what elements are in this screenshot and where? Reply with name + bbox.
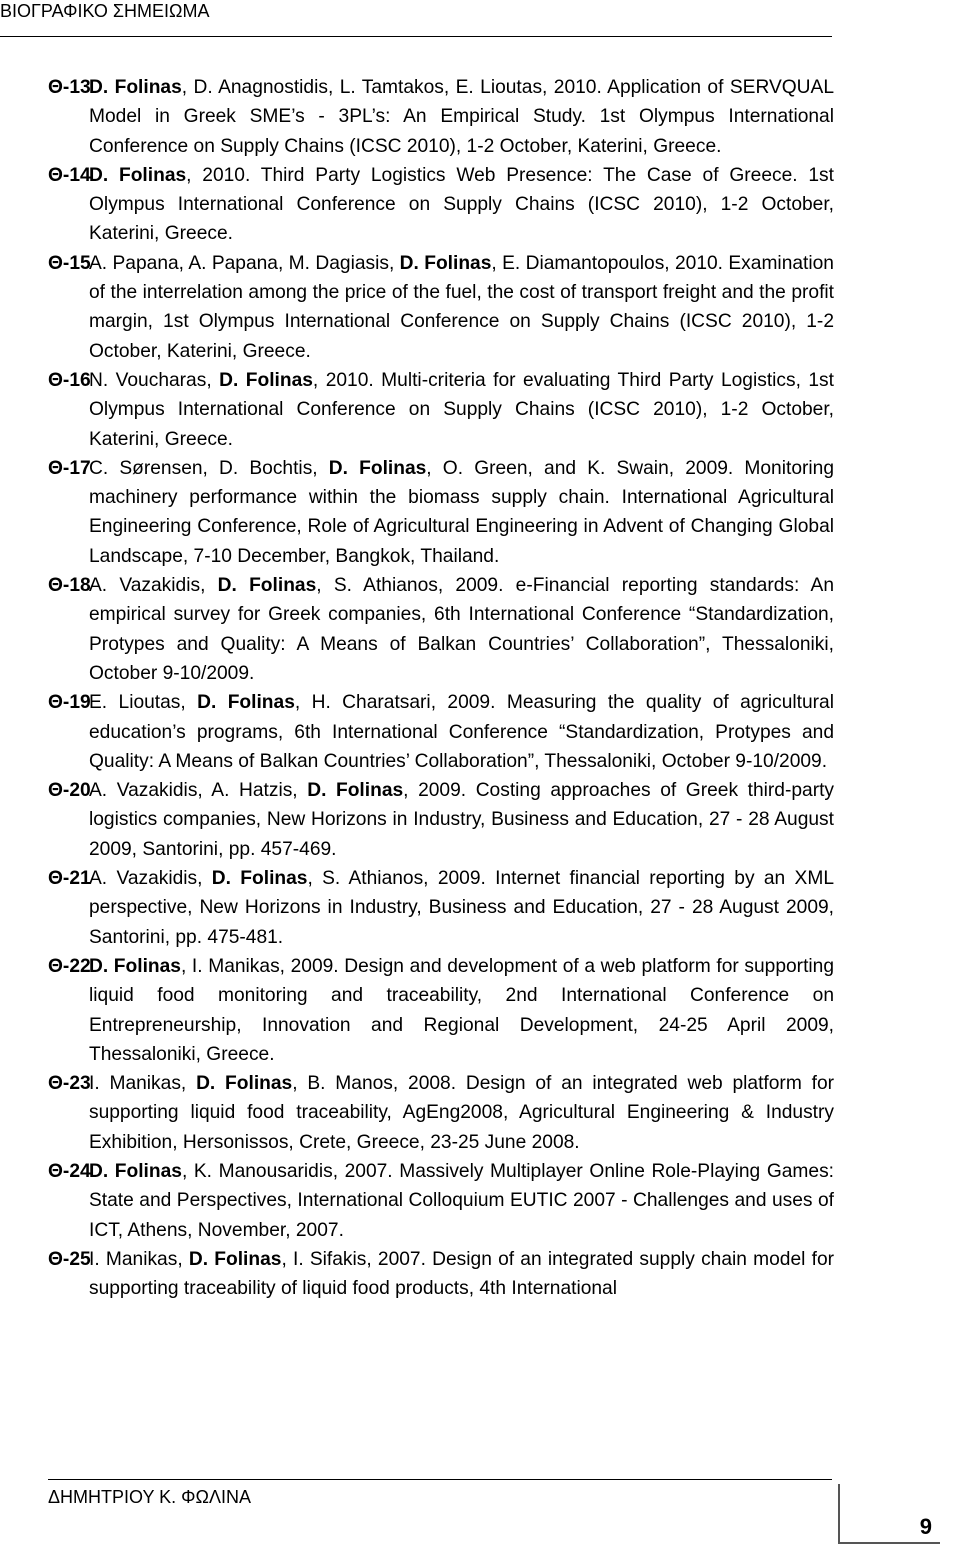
publication-entry: [48, 161, 834, 249]
footer-author-name: ΔΗΜΗΤΡΙΟΥ Κ. ΦΩΛΙΝΑ: [48, 1487, 251, 1507]
entry-highlighted-author: D. Folinas: [328, 457, 427, 479]
publication-list: [48, 73, 834, 1303]
entry-authors-before: A. Vazakidis,: [89, 575, 218, 597]
entry-id: Θ-17: [48, 457, 91, 479]
entry-id: Θ-16: [48, 369, 91, 391]
publication-entry: [48, 571, 834, 688]
publication-entry: [48, 1245, 834, 1304]
publication-entry: [48, 249, 834, 366]
publication-entry: [48, 864, 834, 952]
entry-id: Θ-23: [48, 1073, 91, 1095]
entry-authors-before: A. Vazakidis,: [89, 868, 212, 890]
publication-entry: [48, 776, 834, 864]
entry-highlighted-author: D. Folinas: [399, 252, 492, 274]
entry-id: Θ-15: [48, 252, 91, 274]
entry-citation-text: , D. Anagnostidis, L. Tamtakos, E. Lioutas, 2010. Application of SERVQUAL Model in Greek SME’s - 3PL’s: An Empirical Study. 1st Olympus International Conference on Supply Chains (ICSC 2010), 1-2 October, Katerini, Greece.: [89, 77, 835, 157]
document-header-title: ΒΙΟΓΡΑΦΙΚΟ ΣΗΜΕΙΩΜΑ: [0, 1, 210, 21]
entry-citation-text: , O. Green, and K. Swain, 2009. Monitoring machinery performance within the biomass supply chain. International Agricultural Engineering Conference, Role of Agricultural Engineering in Advent of Changing Global Landscape, 7-10 December, Bangkok, Thailand.: [89, 457, 834, 567]
entry-highlighted-author: D. Folinas: [89, 1160, 182, 1182]
entry-authors-before: A. Vazakidis, A. Hatzis,: [89, 780, 308, 802]
footer-divider: [48, 1479, 832, 1480]
entry-citation-text: , 2010. Third Party Logistics Web Presence: The Case of Greece. 1st Olympus International Conference on Supply Chains (ICSC 2010), 1-2 October, Katerini, Greece.: [89, 164, 834, 245]
publication-entry: [48, 952, 834, 1069]
entry-id: Θ-13: [48, 77, 91, 98]
entry-citation-text: , I. Sifakis, 2007. Design of an integrated supply chain model for supporting traceability of liquid food products, 4th International: [89, 1248, 835, 1300]
entry-highlighted-author: D. Folinas: [307, 780, 404, 802]
entry-authors-before: A. Papana, A. Papana, M. Dagiasis,: [89, 252, 400, 274]
publication-entry: [48, 366, 834, 454]
publication-entry: [48, 1069, 834, 1157]
entry-highlighted-author: D. Folinas: [188, 1248, 282, 1270]
entry-highlighted-author: D. Folinas: [89, 955, 181, 977]
entry-highlighted-author: D. Folinas: [197, 692, 295, 714]
entry-citation-text: , K. Manousaridis, 2007. Massively Multiplayer Online Role-Playing Games: State and Perspectives, International Colloquium EUTIC 2007 - Challenges and uses of ICT, Athens, November, 2007.: [89, 1160, 834, 1241]
publication-entry: [48, 73, 834, 161]
entry-citation-text: , I. Manikas, 2009. Design and development of a web platform for supporting liquid food monitoring and traceability, 2nd International Conference on Entrepreneurship, Innovation and Regional Development, 24-25 April 2009, Thessaloniki, Greece.: [89, 955, 835, 1065]
publication-entry: [48, 454, 834, 571]
entry-citation-text: , 2009. Costing approaches of Greek third-party logistics companies, New Horizons in Industry, Business and Education, 27 - 28 August 2009, Santorini, pp. 457-469.: [89, 780, 835, 860]
entry-id: Θ-20: [48, 780, 91, 802]
entry-id: Θ-25: [48, 1248, 91, 1270]
entry-id: Θ-18: [48, 575, 91, 597]
entry-id: Θ-21: [48, 868, 91, 890]
page-number: 9: [919, 1514, 932, 1539]
entry-highlighted-author: D. Folinas: [89, 164, 187, 186]
entry-id: Θ-22: [48, 955, 91, 977]
publication-entry: [48, 1157, 834, 1245]
entry-citation-text: , S. Athianos, 2009. e-Financial reporting standards: An empirical survey for Greek companies, 6th International Conference “Standardization, Protypes and Quality: A Means of Balkan Countries’ Collaboration”, Thessaloniki, October 9-10/2009.: [89, 575, 834, 684]
entry-id: Θ-24: [48, 1160, 91, 1182]
entry-citation-text: , H. Charatsari, 2009. Measuring the quality of agricultural education’s programs, 6th International Conference “Standardization, Protypes and Quality: A Means of Balkan Countries’ Collaboration”, Thessaloniki, October 9-10/2009.: [89, 692, 834, 772]
entry-authors-before: I. Manikas,: [89, 1248, 189, 1270]
entry-authors-before: E. Lioutas,: [89, 692, 198, 714]
header-divider: [0, 36, 832, 37]
entry-highlighted-author: D. Folinas: [219, 369, 313, 391]
entry-highlighted-author: D. Folinas: [211, 868, 308, 890]
entry-citation-text: , B. Manos, 2008. Design of an integrated web platform for supporting liquid food traceability, AgEng2008, Agricultural Engineering & Industry Exhibition, Hersonissos, Crete, Greece, 23-25 June 2008.: [89, 1073, 835, 1153]
publication-entry: [48, 688, 834, 776]
entry-id: Θ-19: [48, 692, 91, 714]
entry-authors-before: C. Sørensen, D. Bochtis,: [89, 457, 329, 479]
entry-highlighted-author: D. Folinas: [196, 1073, 293, 1095]
entry-citation-text: , 2010. Multi-criteria for evaluating Third Party Logistics, 1st Olympus International Conference on Supply Chains (ICSC 2010), 1-2 October, Katerini, Greece.: [89, 369, 834, 450]
entry-citation-text: , E. Diamantopoulos, 2010. Examination of the interrelation among the price of the fuel, the cost of transport freight and the profit margin, 1st Olympus International Conference on Supply Chains (ICSC 2010), 1-2 October, Katerini, Greece.: [89, 252, 834, 362]
page-number-box: [838, 1484, 940, 1544]
entry-id: Θ-14: [48, 164, 91, 186]
entry-authors-before: N. Voucharas,: [89, 369, 220, 391]
entry-authors-before: I. Manikas,: [89, 1073, 197, 1095]
entry-highlighted-author: D. Folinas: [89, 77, 182, 98]
entry-citation-text: , S. Athianos, 2009. Internet financial reporting by an XML perspective, New Horizons in Industry, Business and Education, 27 - 28 August 2009, Santorini, pp. 475-481.: [89, 868, 834, 948]
entry-highlighted-author: D. Folinas: [217, 575, 317, 597]
